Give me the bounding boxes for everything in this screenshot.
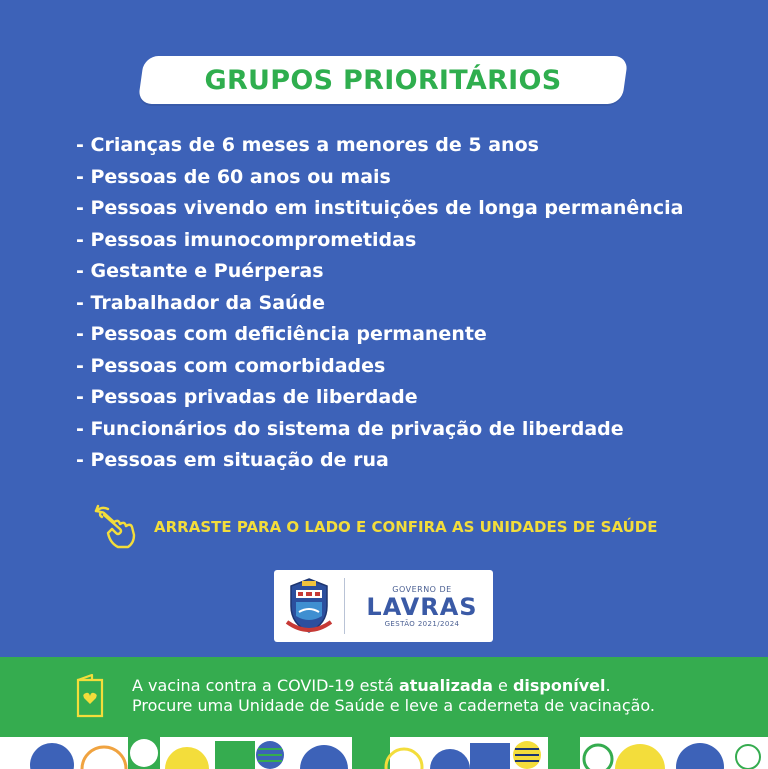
vaccination-booklet-icon: [72, 674, 108, 720]
list-item: - Crianças de 6 meses a menores de 5 anos: [76, 134, 539, 156]
swipe-hand-icon: [92, 503, 142, 551]
list-item: - Pessoas com deficiência permanente: [76, 323, 487, 345]
logo-city: LAVRAS: [366, 592, 478, 621]
list-item: - Pessoas de 60 anos ou mais: [76, 165, 391, 188]
logo-government: GOVERNO DE: [392, 584, 452, 594]
logo-wordmark: [351, 585, 493, 628]
footer-message: [132, 676, 655, 716]
city-crest-icon: [274, 570, 344, 642]
list-item: - Pessoas imunocomprometidas: [76, 228, 417, 251]
list-item: - Trabalhador da Saúde: [76, 291, 326, 314]
swipe-text: ARRASTE PARA O LADO E CONFIRA AS UNIDADES DE SAÚDE: [154, 518, 658, 536]
priority-group-list: [76, 130, 683, 477]
list-item: - Pessoas privadas de liberdade: [76, 386, 418, 408]
footer-line-1: A vacina contra a COVID-19 está atualizada e disponível.: [132, 676, 611, 695]
logo-term: GESTÃO 2021/2024: [384, 619, 460, 628]
list-item: - Gestante e Puérperas: [76, 260, 324, 282]
list-item: - Pessoas em situação de rua: [76, 449, 389, 471]
list-item: - Pessoas vivendo em instituições de longa permanência: [76, 197, 684, 219]
list-item: - Funcionários do sistema de privação de liberdade: [76, 417, 624, 440]
page-title: GRUPOS PRIORITÁRIOS: [204, 64, 562, 96]
government-logo: [274, 570, 493, 642]
list-item: - Pessoas com comorbidades: [76, 354, 386, 377]
footer-line-2: Procure uma Unidade de Saúde e leve a caderneta de vacinação.: [132, 696, 656, 715]
decorative-pattern: [0, 737, 768, 769]
logo-divider: [344, 578, 345, 634]
swipe-hint: [92, 503, 692, 551]
